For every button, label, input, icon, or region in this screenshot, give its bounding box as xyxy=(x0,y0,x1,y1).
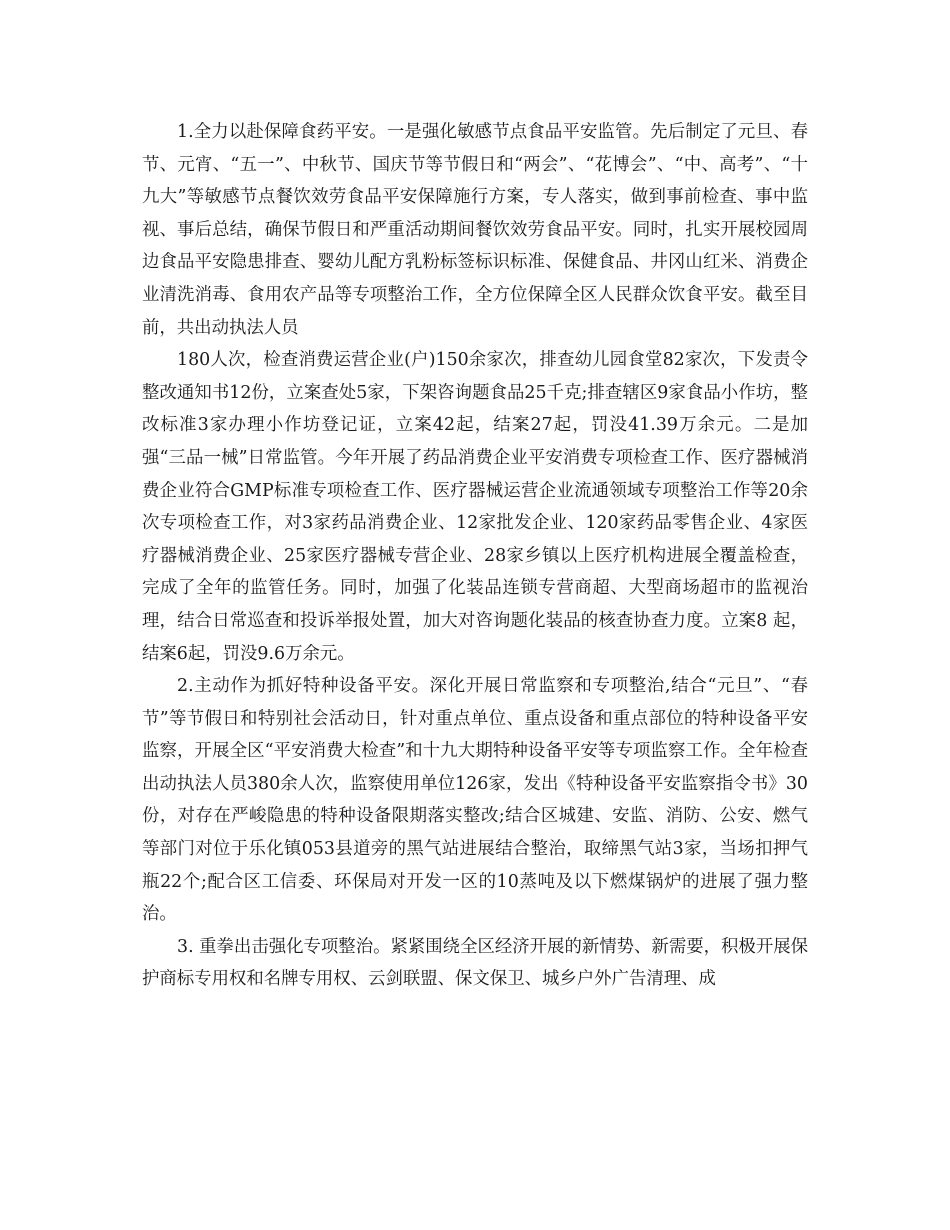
paragraph-special-equipment-safety: 2.主动作为抓好特种设备平安。深化开展日常监察和专项整治,结合“元旦”、“春节”等节假日和特别社会活动日，针对重点单位、重点设备和重点部位的特种设备平安监察，开展全区“平安消费大检查”和十九大期特种设备平安等专项监察工作。全年检查出动执法人员380余人次，监察使用单位126家，发出《特种设备平安监察指令书》30份，对存在严峻隐患的特种设备限期落实整改;结合区城建、安监、消防、公安、燃气等部门对位于乐化镇053县道旁的黑气站进展结合整治，取缔黑气站3家，当场扣押气瓶22个;配合区工信委、环保局对开发一区的10蒸吨及以下燃煤锅炉的进展了强力整治。 xyxy=(142,676,808,925)
document-body xyxy=(142,116,808,996)
paragraph-inspection-statistics: 180人次，检查消费运营企业(户)150余家次，排查幼儿园食堂82家次，下发责令整改通知书12份，立案查处5家，下架咨询题食品25千克;排查辖区9家食品小作坊，整改标准3家办理小作坊登记证，立案42起，结案27起，罚没41.39万余元。二是加强“三品一械”日常监管。今年开展了药品消费企业平安消费专项检查工作、医疗器械消费企业符合GMP标准专项检查工作、医疗器械运营企业流通领域专项整治工作等20余次专项检查工作，对3家药品消费企业、12家批发企业、120家药品零售企业、4家医疗器械消费企业、25家医疗器械专营企业、28家乡镇以上医疗机构进展全覆盖检查，完成了全年的监管任务。同时，加强了化装品连锁专营商超、大型商场超市的监视治理，结合日常巡查和投诉举报处置，加大对咨询题化装品的核查协查力度。立案8 起，结案6起，罚没9.6万余元。 xyxy=(142,350,808,664)
paragraph-food-drug-safety: 1.全力以赴保障食药平安。一是强化敏感节点食品平安监管。先后制定了元旦、春节、元宵、“五一”、中秋节、国庆节等节假日和“两会”、“花博会”、“中、高考”、“十九大”等敏感节点餐饮效劳食品平安保障施行方案，专人落实，做到事前检查、事中监视、事后总结，确保节假日和严重活动期间餐饮效劳食品平安。同时，扎实开展校园周边食品平安隐患排查、婴幼儿配方乳粉标签标识标准、保健食品、井冈山红米、消费企业清洗消毒、食用农产品等专项整治工作，全方位保障全区人民群众饮食平安。截至目前，共出动执法人员 xyxy=(142,122,808,338)
paragraph-special-rectification: 3. 重拳出击强化专项整治。紧紧围绕全区经济开展的新情势、新需要，积极开展保护商标专用权和名牌专用权、云剑联盟、保文保卫、城乡户外广告清理、成 xyxy=(142,936,808,990)
